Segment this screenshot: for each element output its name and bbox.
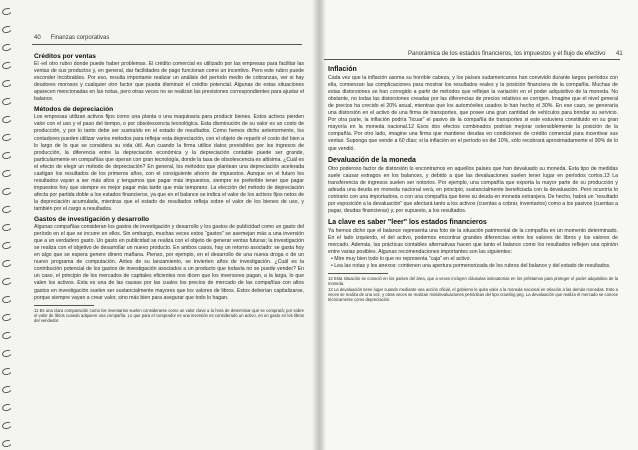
right-running-head-title: Panorámica de los estados financieros, los impuestos y el flujo de efectivo: [408, 51, 606, 57]
right-header-rule: [324, 59, 620, 60]
section-body-investigacion: Algunas compañías consideran los gastos de investigación y desarrollo y los gastos de publicidad como un gasto del período en el que se incurre en ellos. Sin embargo, muchas veces estos “gastos” se asemejan más a una inversión que a un verdadero gasto. Un gasto en publicidad se realiza con el objeto de generar ventas futuras; la investigación se realiza con el objetivo de desarrollar un nuevo producto. En ambos casos, hay un retorno asociado: se gasta hoy en algo que se espera genere dinero mañana. Pienso, por ejemplo, en el desarrollo de una nueva droga o de un nuevo programa de computación. Antes de su lanzamiento, se invierten años de investigación. ¿Cuál es la contribución potencial de los gastos de investigación asociados a un producto que todavía no se puede vender? En un caso, el principio de los mercados de capitales eficientes nos dicen que los inversores pagan, a la larga, lo que valen los activos. Esta es una de las causas por las cuales los precios de mercado de las compañías con altos gastos en investigación suelen ser sustancialmente mayores que los valores de libros. Estos deberían capitalizarse, porque siempre vayan a crear valor, sino más bien para asegurar que todo lo hagan.: [34, 224, 304, 301]
left-running-head-title: Finanzas corporativas: [50, 35, 110, 41]
section-body-creditos: El «el otro rubro donde puede haber problemas. El crédito comercial es utilizado por las empresas para facilitar las ventas de sus productos y, en general, dar facilidades de pago funcionan como un incentivo. Pero este rubro puede esconder incobrables. Por eso, resulta importante realizar un análisis del período medio de cobranzas, ver si hay deudores morosos y cualquier otro factor que pueda disminuir el crédito potencial. Algunas de estas situaciones aparecen mencionadas en las notas, pero otras veces no se realizan las previsiones correspondientes para ajustar el balance.: [34, 61, 304, 103]
binding-rings: [0, 0, 12, 450]
section-title-creditos: Créditos por ventas: [34, 53, 96, 60]
bullet-text-notas: Lea las notas y los anexos: contienen una apertura pormenorizada de los rubros del balance y del estado de resultados.: [334, 263, 611, 270]
left-header-rule: [32, 44, 302, 45]
section-body-clave: Ya hemos dicho que el balance representa una foto de la situación patrimonial de la compañía en un momento determinado. En el lado izquierdo, el del activo, podemos encontrar grandes diferencias entre los valores de libros y los valores de mercado. Además, las prácticas contables alternativas hacen que tanto el balance como los resultados reflejen una opinión entre varias posibles. Algunas recomendaciones importantes son las siguientes:: [328, 227, 618, 256]
list-item: • Mire muy bien todo lo que no representa “caja” en el activo.: [331, 256, 471, 263]
section-title-depreciacion: Métodos de depreciación: [34, 106, 114, 114]
right-footnote-13: 13 La devaluación tiene lugar cuando mediante una acción oficial, el gobierno le quita valor a la moneda nacional en relación a las demás monedas. Esto a veces se realiza de una vez, y otras veces se realizan minidevaluaciones periódicas del tipo crawling peg. La devaluación que realiza el mercado se conoce técnicamente como depreciación.: [328, 286, 618, 303]
left-body: [34, 50, 304, 323]
section-title-investigacion: Gastos de investigación y desarrollo: [34, 216, 150, 224]
right-running-head: [408, 51, 605, 57]
left-footnote-rule: [34, 305, 94, 306]
right-body: [328, 62, 618, 302]
section-title-clave: La clave es saber "leer" los estados financieros: [328, 218, 487, 226]
right-page: [318, 0, 638, 450]
section-body-devaluacion: Otro poderoso factor de distorsión lo encontramos en aquellos países que han devaluado su moneda. Esta tipo de medidas suele causar estragos en los balances, y debido a que las devaluaciones suelen tener lugar en períodos cortos.13 La transferencia de ingresos suelen ser notorios. Por ejemplo, una compañía que exporta la mayor parte de su producción y adeuda una deuda en moneda nacional verá, en principio, sustancialmente beneficiada con la devaluación. Pero ocurriría lo contrario con una importadora, o con una compañía que tiene su deuda en moneda extranjera. De hecho, habrá un “resultado por exposición a la devaluación” que afectará tanto a los activos (cuentas a cobrar, inventarios) como a los pasivos (cuentas a pagar, deudas financieras) y, por supuesto, a los resultados.: [328, 165, 618, 214]
section-body-inflacion: Cada vez que la inflación asoma su horrible cabeza, y los países sudamericanos han convivido durante largos períodos con ella, comienzan las complicaciones para mostrar los resultados reales y la posición financiera de la compañía. Muchas de estas distorsiones se han corregido a partir de métodos que reflejan la variación en el poder adquisitivo de la moneda. No obstante, no todas las distorsiones creadas por las diferencias de precios relativos se corrigen. Imagine que el nivel general de precios ha crecido el 20% anual, mientras que los automóviles usados lo han hecho el 30%. En ese caso, se generaría una distorsión en el activo de una firma de transportes, que posee una gran cantidad de vehículos para brindar su servicio. Por otra parte, la inflación podría “licuar” el pasivo de la compañía de transportes si este estuviera constituido en su gran mayoría en la moneda nacional.12 Esos dos efectos combinados podrían mejorar ostensiblemente la posición de la compañía. Por otro lado, imagine una firma que mantiene deudas en condiciones de crédito comercial para incentivar sus ventas. Suponga que vende a 60 días; si la inflación en el período es del 10%, sólo recobrará aproximadamente el 90% de lo que vendió.: [328, 75, 618, 152]
left-page: [0, 0, 318, 450]
left-page-number: 40: [34, 35, 41, 41]
left-running-head: [34, 35, 109, 41]
book-gutter: [312, 0, 326, 450]
section-body-depreciacion: Los empresas utilizan activos fijos como una planta o una maquinaria para producir bienes. Estos activos pierden valor con el uso y el paso del tiempo, o por obsolescencia tecnológica. Esta disminución de su valor es un costo de producción, y por lo tanto debe ser sustraído en el estado de resultados. Como hemos dicho anteriormente, los contadores pueden utilizar varios métodos para reflejar esta depreciación, con el objeto de repartir el costo del bien a lo largo de lo que se considera su vida útil. Aun cuando la firma utilice datos previsibles por los ingresos de producción, la diferencia entre la depreciación económica y la depreciación contable puede ser grande, particularmente en compañías que operan con gran tecnología, donde la tasa de obsolescencia es altísima. ¿Cuál es el efecto de elegir un método de depreciación? En general, los métodos que plantean una depreciación acelerada castigan los resultados de los primeros años, con el consiguiente ahorro de impuestos. Aunque en el futuro los resultados vayan a ser más altos y tengamos que pagar más impuestos, siempre es preferible tener que pagar impuestos hoy que siempre es mejor pagar más tarde que más temprano. La elección del método de depreciación afecta por partida doble a los estados financieros, ya que en el balance se indica el valor de los activos fijos netos de la depreciación acumulada, mientras que el estado de resultados refleja sobre el valor de los bienes de uso, y también por el cargo a resultados.: [34, 114, 304, 212]
list-item: • Lea las notas y los anexos: contienen una apertura pormenorizada de los rubros del balance y del estado de resultados.: [331, 263, 611, 270]
right-footnote-rule: [328, 273, 388, 274]
bullet-text-caja: Mire muy bien todo lo que no representa “caja” en el activo.: [334, 256, 471, 263]
section-title-devaluacion: Devaluación de la moneda: [328, 156, 416, 164]
left-footnote: 11 Es una clara comparación como los inventarios suelen considerarse como un valor clave a la hora de determinar qué se comprará; por sobre el valor de libros cuando adquiere una compañía. Lo que para el comprador es una inversión es considerado un activo, en un gasto en los libros del vendedor.: [34, 307, 304, 323]
section-title-inflacion: Inflación: [328, 66, 357, 73]
right-page-number: 41: [616, 51, 623, 57]
right-footnote-12: 12 Esta situación se conoció en los países del área, que a veces incluyen cláusulas indexatorias en los préstamos para proteger el poder adquisitivo de la moneda.: [328, 276, 618, 287]
